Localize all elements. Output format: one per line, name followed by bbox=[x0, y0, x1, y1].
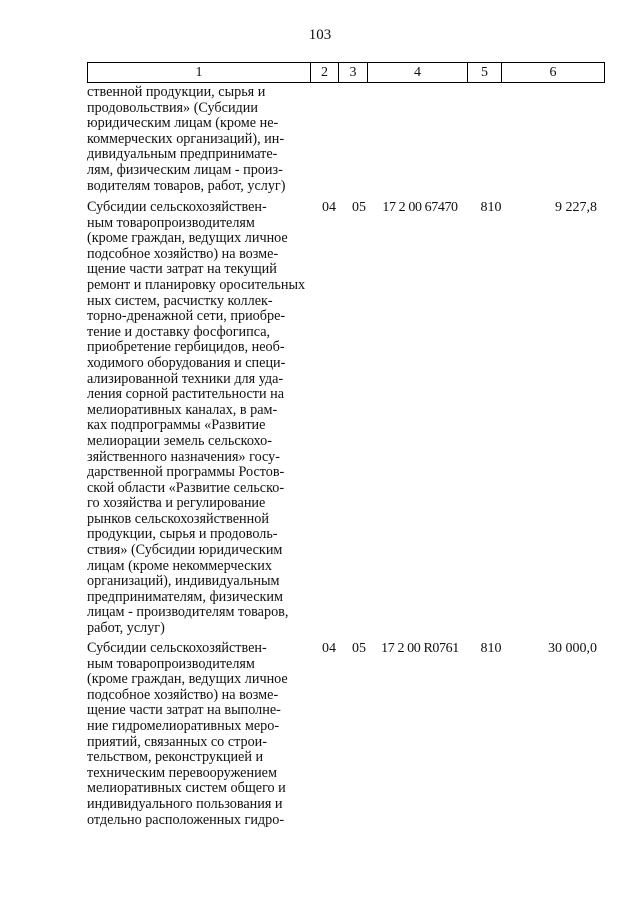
row-subsection-code: 05 bbox=[352, 200, 366, 215]
table-header bbox=[87, 62, 605, 83]
row-amount: 30 000,0 bbox=[548, 641, 597, 656]
header-col-4: 4 bbox=[368, 63, 468, 83]
header-col-6: 6 bbox=[502, 63, 605, 83]
row-expense-type: 810 bbox=[480, 200, 502, 215]
header-col-1: 1 bbox=[88, 63, 311, 83]
header-col-5: 5 bbox=[468, 63, 502, 83]
row-description: Субсидии сельскохозяйствен- ным товаропроизводителям (кроме граждан, ведущих личное подсобное хозяйство) на возме- щение части затрат на текущий ремонт и планировку оросительных ных систем, расчистку коллек- торно-дренажной сети, приобре- тение и доставку фосфогипса, приобретение гербицидов, необ- ходимого оборудования и специ- ализированной техники для уда- ления сорной растительности на мелиоративных каналах, в рам- ках подпрограммы «Развитие мелиорации земель сельскохо- зяйственного назначения» госу- дарственной программы Ростов- ской области «Развитие сельско- го хозяйства и регулирование рынков сельскохозяйственной продукции, сырья и продоволь- ствия» (Субсидии юридическим лицам (кроме некоммерческих организаций), индивидуальным предпринимателям, физическим лицам - производителям товаров, работ, услуг) bbox=[87, 199, 306, 637]
row-target-article: 17 2 00 67470 bbox=[382, 200, 458, 215]
row-subsection-code: 05 bbox=[352, 641, 366, 656]
page-number: 103 bbox=[308, 27, 332, 43]
row-description: Субсидии сельскохозяйствен- ным товаропроизводителям (кроме граждан, ведущих личное подсобное хозяйство) на возме- щение части затрат на выполне- ние гидромелиоративных меро- приятий, связанных со строи- тельством, реконструкцией и техническим перевооружением мелиоративных систем общего и индивидуального пользования и отдельно расположенных гидро- bbox=[87, 640, 288, 828]
row-target-article: 17 2 00 R0761 bbox=[381, 641, 459, 656]
header-col-2: 2 bbox=[311, 63, 339, 83]
row-expense-type: 810 bbox=[480, 641, 502, 656]
row-description: ственной продукции, сырья и продовольствия» (Субсидии юридическим лицам (кроме не- коммерческих организаций), ин- дивидуальным предпринимате- лям, физическим лицам - произ- водителям товаров, работ, услуг) bbox=[87, 84, 286, 194]
row-amount: 9 227,8 bbox=[555, 200, 597, 215]
header-col-3: 3 bbox=[339, 63, 368, 83]
row-section-code: 04 bbox=[322, 200, 336, 215]
row-section-code: 04 bbox=[322, 641, 336, 656]
